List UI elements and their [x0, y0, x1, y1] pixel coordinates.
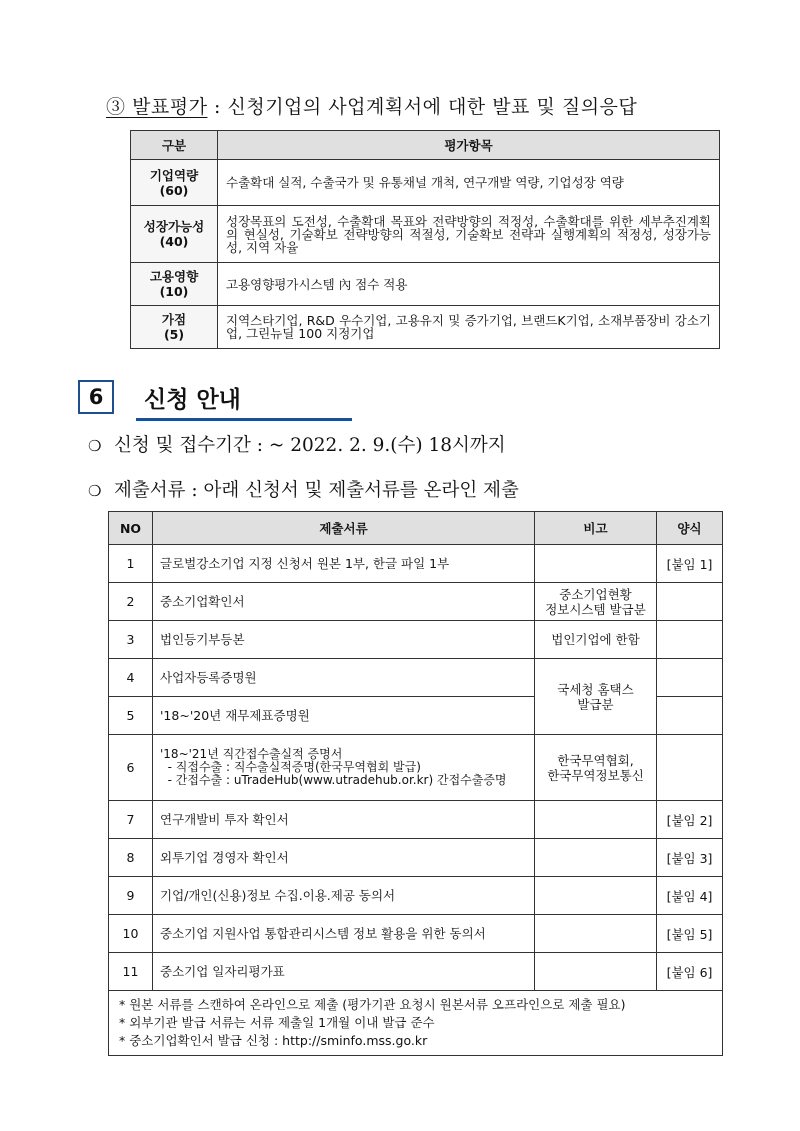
items-cell: 지역스타기업, R&D 우수기업, 고용유지 및 증가기업, 브랜드K기업, 소재부품장비 강소기업, 그린뉴딜 100 지정기업	[218, 306, 720, 349]
table-row	[109, 621, 723, 659]
header-category: 구분	[131, 131, 218, 160]
table-row	[109, 877, 723, 915]
row-number: 2	[109, 583, 153, 621]
form-cell	[657, 735, 723, 801]
category-cell: 기업역량 (60)	[131, 160, 218, 206]
items-cell: 고용영향평가시스템 內 점수 적용	[218, 263, 720, 306]
remark-cell: 국세청 홈택스 발급분	[535, 659, 657, 735]
items-cell: 성장목표의 도전성, 수출확대 목표와 전략방향의 적정성, 수출확대를 위한 세부추진계획의 현실성, 기술확보 전략방향의 적절성, 기술확보 전략과 실행계획의 적정성, 성장가능성, 지역 자율	[218, 206, 720, 263]
header-no: NO	[109, 512, 153, 545]
documents-table-header	[109, 512, 723, 545]
document-name: 중소기업확인서	[153, 583, 535, 621]
table-row	[109, 801, 723, 839]
document-name: 중소기업 일자리평가표	[153, 953, 535, 991]
circle-bullet-icon: ❍	[88, 437, 102, 455]
remark-cell	[535, 545, 657, 583]
document-name: 기업/개인(신용)정보 수집.이용.제공 동의서	[153, 877, 535, 915]
table-row	[131, 263, 720, 306]
evaluation-separator: :	[214, 96, 221, 118]
row-number: 6	[109, 735, 153, 801]
header-form: 양식	[657, 512, 723, 545]
form-cell: [붙임 3]	[657, 839, 723, 877]
evaluation-table	[130, 130, 720, 349]
document-name: 사업자등록증명원	[153, 659, 535, 697]
form-cell: [붙임 6]	[657, 953, 723, 991]
form-cell	[657, 659, 723, 697]
table-row	[131, 160, 720, 206]
row-number: 1	[109, 545, 153, 583]
document-name: 연구개발비 투자 확인서	[153, 801, 535, 839]
row-number: 11	[109, 953, 153, 991]
form-cell: [붙임 1]	[657, 545, 723, 583]
evaluation-heading	[106, 92, 637, 119]
form-cell: [붙임 5]	[657, 915, 723, 953]
category-cell: 고용영향 (10)	[131, 263, 218, 306]
table-row	[109, 735, 723, 801]
row-number: 7	[109, 801, 153, 839]
row-number: 4	[109, 659, 153, 697]
remark-cell: 중소기업현황 정보시스템 발급분	[535, 583, 657, 621]
header-items: 평가항목	[218, 131, 720, 160]
circle-bullet-icon: ❍	[88, 482, 102, 500]
remark-cell: 한국무역협회, 한국무역정보통신	[535, 735, 657, 801]
form-cell	[657, 621, 723, 659]
header-doc: 제출서류	[153, 512, 535, 545]
row-number: 3	[109, 621, 153, 659]
remark-cell	[535, 801, 657, 839]
form-cell	[657, 697, 723, 735]
bullet-application-period: ❍ 신청 및 접수기간 : ~ 2022. 2. 9.(수) 18시까지	[88, 435, 506, 456]
evaluation-description: 신청기업의 사업계획서에 대한 발표 및 질의응답	[227, 96, 638, 118]
document-name: '18~'20년 재무제표증명원	[153, 697, 535, 735]
table-row	[131, 306, 720, 349]
table-row	[109, 583, 723, 621]
document-name: 중소기업 지원사업 통합관리시스템 정보 활용을 위한 동의서	[153, 915, 535, 953]
note-line: * 중소기업확인서 발급 신청 : http://sminfo.mss.go.kr	[119, 1033, 428, 1048]
header-remark: 비고	[535, 512, 657, 545]
items-cell: 수출확대 실적, 수출국가 및 유통채널 개척, 연구개발 역량, 기업성장 역량	[218, 160, 720, 206]
form-cell: [붙임 2]	[657, 801, 723, 839]
row-number: 8	[109, 839, 153, 877]
table-row	[131, 206, 720, 263]
form-cell	[657, 583, 723, 621]
evaluation-table-header	[131, 131, 720, 160]
document-name: '18~'21년 직간접수출실적 증명서 - 직접수출 : 직수출실적증명(한국무역협회 발급) - 간접수출 : uTradeHub(www.utradehub.or.kr) 간접수출증명	[153, 735, 535, 801]
row-number: 5	[109, 697, 153, 735]
note-line: * 외부기관 발급 서류는 서류 제출일 1개월 이내 발급 준수	[119, 1015, 435, 1030]
table-row	[109, 545, 723, 583]
section-number: 6	[78, 380, 114, 414]
note-line: * 원본 서류를 스캔하여 온라인으로 제출 (평가기관 요청시 원본서류 오프라인으로 제출 필요)	[119, 997, 626, 1012]
row-number: 10	[109, 915, 153, 953]
document-name: 외투기업 경영자 확인서	[153, 839, 535, 877]
table-row	[109, 839, 723, 877]
bullet-submission-docs: ❍ 제출서류 : 아래 신청서 및 제출서류를 온라인 제출	[88, 480, 519, 501]
form-cell: [붙임 4]	[657, 877, 723, 915]
evaluation-title: ③ 발표평가	[106, 96, 208, 118]
remark-cell	[535, 839, 657, 877]
notes-row	[109, 991, 723, 1056]
table-row	[109, 953, 723, 991]
section-title: 신청 안내	[136, 381, 352, 421]
remark-cell	[535, 953, 657, 991]
remark-cell	[535, 915, 657, 953]
document-name: 법인등기부등본	[153, 621, 535, 659]
table-row	[109, 915, 723, 953]
documents-table	[108, 511, 723, 1056]
remark-cell	[535, 877, 657, 915]
notes-cell	[109, 991, 723, 1056]
row-number: 9	[109, 877, 153, 915]
category-cell: 성장가능성 (40)	[131, 206, 218, 263]
remark-cell: 법인기업에 한함	[535, 621, 657, 659]
document-name: 글로벌강소기업 지정 신청서 원본 1부, 한글 파일 1부	[153, 545, 535, 583]
table-row	[109, 659, 723, 697]
category-cell: 가점 (5)	[131, 306, 218, 349]
